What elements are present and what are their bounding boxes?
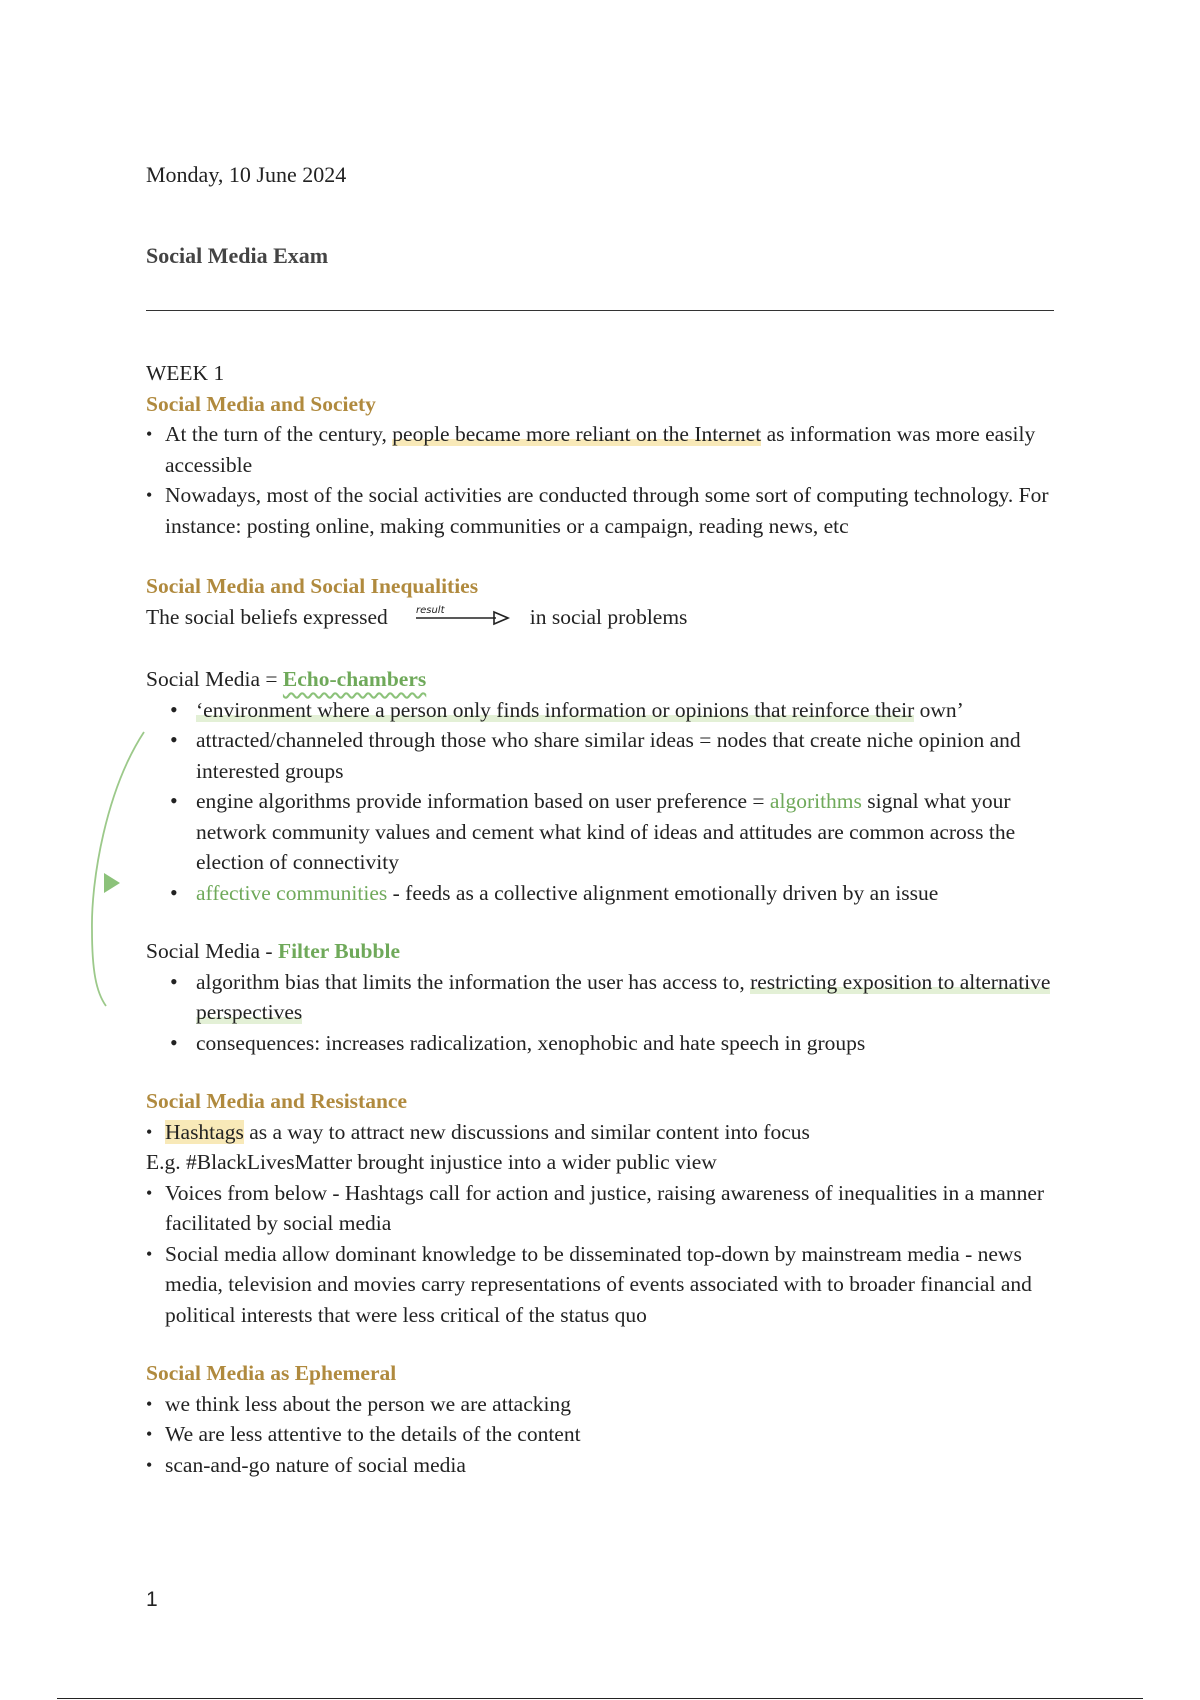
spacer bbox=[146, 908, 1066, 936]
text-span: algorithm bias that limits the information the user has access to, bbox=[196, 969, 751, 994]
page-bottom-divider bbox=[57, 1698, 1143, 1699]
text-span: in social problems bbox=[529, 604, 688, 629]
spacer bbox=[146, 1330, 1066, 1358]
bracket-arrow-annotation bbox=[86, 730, 146, 1010]
text-span: The social beliefs expressed bbox=[146, 604, 388, 629]
date-line: Monday, 10 June 2024 bbox=[146, 162, 347, 187]
list-item: • Social media allow dominant knowledge to be disseminated top-down by mainstream media - news media, television and movies carry representations of events associated with to broader financial and political interests that were less critical of the status quo bbox=[146, 1239, 1066, 1331]
echo-chamber-list bbox=[146, 695, 1066, 909]
text-span: - feeds as a collective alignment emotionally driven by an issue bbox=[387, 880, 939, 905]
spacer bbox=[146, 541, 1066, 571]
list-item: • Voices from below - Hashtags call for action and justice, raising awareness of inequalities in a manner facilitated by social media bbox=[146, 1178, 1066, 1239]
filter-bubble-term: Filter Bubble bbox=[277, 939, 400, 963]
play-arrow-icon bbox=[104, 873, 120, 893]
notes-content bbox=[146, 358, 1066, 1480]
section-heading-inequalities: Social Media and Social Inequalities bbox=[146, 574, 479, 598]
ephemeral-list bbox=[146, 1389, 1066, 1481]
text-span: own’ bbox=[914, 697, 964, 722]
filter-bubble-line bbox=[146, 936, 1066, 967]
beliefs-line bbox=[146, 602, 1066, 637]
green-highlight: ‘environment where a person only finds information or opinions that reinforce their bbox=[196, 697, 915, 722]
arrow-right-icon bbox=[414, 602, 512, 628]
week-label: WEEK 1 bbox=[146, 361, 225, 385]
resistance-list-b bbox=[146, 1178, 1066, 1331]
section-heading-ephemeral: Social Media as Ephemeral bbox=[146, 1361, 397, 1385]
section-heading-resistance: Social Media and Resistance bbox=[146, 1089, 407, 1113]
text-span: engine algorithms provide information based on user preference = bbox=[196, 789, 770, 813]
yellow-highlight: people became more reliant on the Internet bbox=[392, 422, 762, 446]
text-span: Social Media - bbox=[146, 939, 278, 963]
spacer bbox=[146, 636, 1066, 664]
algorithms-term: algorithms bbox=[769, 789, 862, 813]
list-item: • we think less about the person we are attacking bbox=[146, 1389, 1066, 1420]
list-item: • We are less attentive to the details of the content bbox=[146, 1419, 1066, 1450]
title-divider bbox=[146, 310, 1054, 311]
affective-communities-term: affective communities bbox=[196, 880, 388, 905]
list-item: • attracted/channeled through those who share similar ideas = nodes that create niche opinion and interested groups bbox=[146, 725, 1066, 786]
list-item bbox=[146, 1117, 1066, 1148]
text-span: as information was more easily accessible bbox=[165, 422, 1036, 477]
list-item bbox=[146, 967, 1066, 1028]
list-item bbox=[146, 786, 1066, 878]
list-item: • Nowadays, most of the social activities are conducted through some sort of computing technology. For instance: posting online, making communities or a campaign, reading news, etc bbox=[146, 480, 1066, 541]
list-item bbox=[146, 878, 1066, 909]
page-number: 1 bbox=[146, 1588, 158, 1611]
echo-chambers-term: Echo-chambers bbox=[282, 667, 427, 691]
society-list bbox=[146, 419, 1066, 541]
filter-bubble-list bbox=[146, 967, 1066, 1059]
arrow-label: result bbox=[415, 604, 445, 616]
list-item bbox=[146, 695, 1066, 726]
list-item: • consequences: increases radicalization, xenophobic and hate speech in groups bbox=[146, 1028, 1066, 1059]
document-title: Social Media Exam bbox=[146, 243, 329, 268]
list-item: • scan-and-go nature of social media bbox=[146, 1450, 1066, 1481]
echo-chamber-line bbox=[146, 664, 1066, 695]
result-arrow bbox=[414, 602, 512, 637]
text-span: Social Media = bbox=[146, 667, 283, 691]
green-highlight: restricting exposition to alternative perspectives bbox=[196, 969, 1051, 1024]
section-heading-society: Social Media and Society bbox=[146, 391, 376, 416]
text-span: signal what your network community values and cement what kind of ideas and attitudes are common across the election of connectivity bbox=[196, 789, 1016, 874]
spacer bbox=[146, 1058, 1066, 1086]
text-span: At the turn of the century, bbox=[165, 422, 393, 446]
list-item bbox=[146, 419, 1066, 480]
example-line: E.g. #BlackLivesMatter brought injustice into a wider public view bbox=[146, 1150, 717, 1174]
hashtags-highlight: Hashtags bbox=[165, 1119, 244, 1144]
text-span: as a way to attract new discussions and similar content into focus bbox=[243, 1119, 810, 1144]
resistance-list-a bbox=[146, 1117, 1066, 1148]
